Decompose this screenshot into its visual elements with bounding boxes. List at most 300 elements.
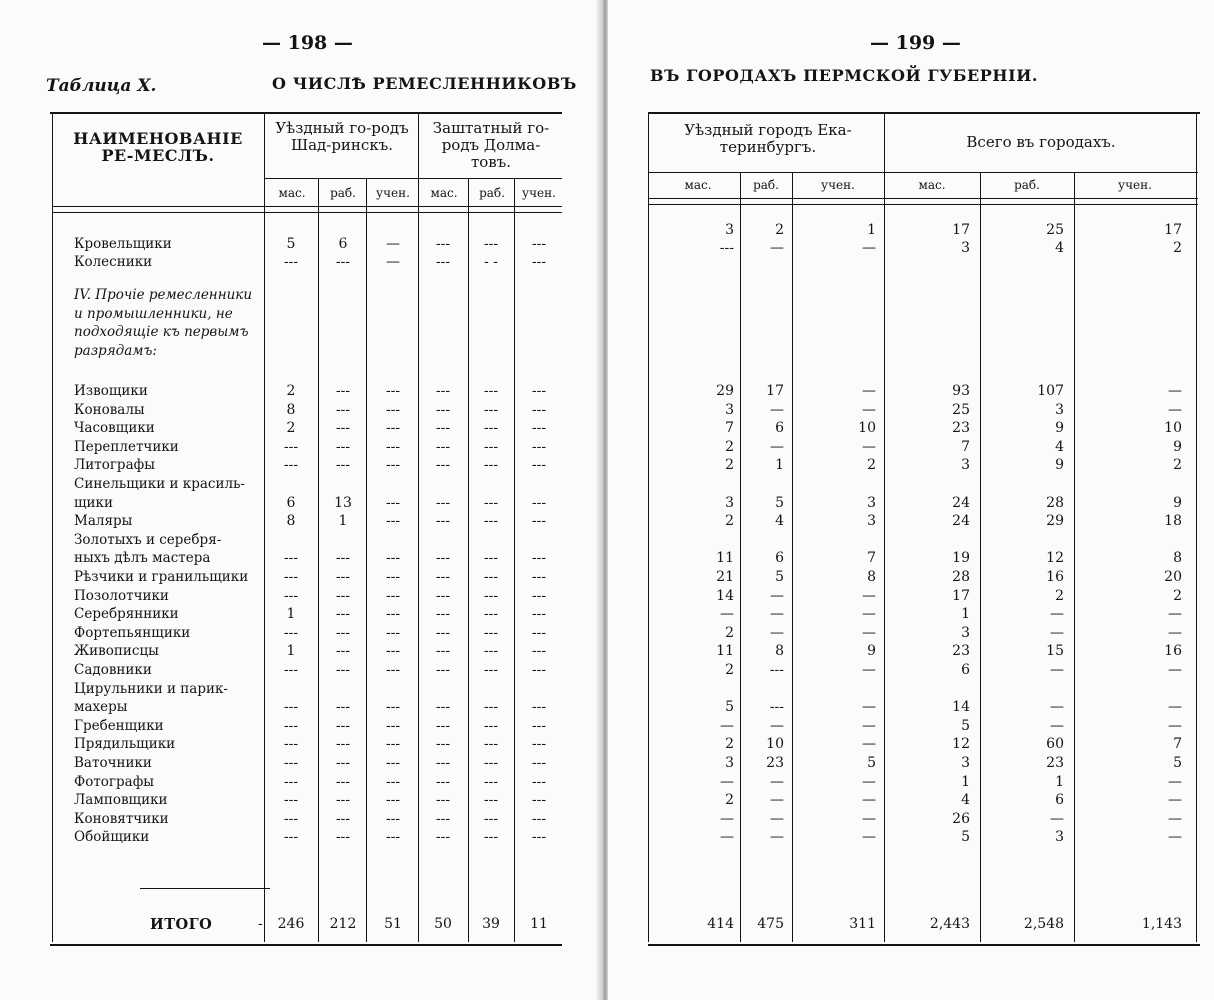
table-cell: 23 [766, 755, 784, 771]
row-label-text: Живописцы [74, 643, 159, 659]
table-cell: 17 [952, 222, 970, 238]
table-cell: — [770, 240, 784, 256]
subheader: мас. [918, 178, 946, 192]
table-cell: 9 [1173, 495, 1182, 511]
table-cell: --- [435, 420, 451, 436]
table-cell: — [1168, 383, 1182, 399]
table-cell: --- [385, 792, 401, 808]
table-cell: — [1168, 662, 1182, 678]
table-cell: 12 [1046, 550, 1064, 566]
table-cell: --- [385, 569, 401, 585]
table-cell: --- [435, 513, 451, 529]
table-cell: --- [335, 699, 351, 715]
table-cell: --- [435, 254, 451, 270]
table-cell: --- [385, 662, 401, 678]
table-cell: --- [483, 383, 499, 399]
table-cell: 24 [952, 513, 970, 529]
table-cell: — [1168, 718, 1182, 734]
table-cell: 6 [338, 236, 348, 252]
table-cell: 2 [1173, 457, 1182, 473]
table-cell: 17 [952, 588, 970, 604]
total-cell: 212 [329, 916, 357, 932]
table-cell: 1 [961, 774, 970, 790]
table-cell: 29 [716, 383, 734, 399]
table-cell: 25 [952, 402, 970, 418]
row-label [74, 792, 264, 808]
table-cell: --- [283, 755, 299, 771]
row-label [74, 383, 264, 399]
table-cell: 5 [867, 755, 876, 771]
table-cell: — [1050, 625, 1064, 641]
table-cell: 15 [1046, 643, 1064, 659]
table-cell: 3 [725, 755, 734, 771]
table-cell: — [720, 829, 734, 845]
table-cell: --- [385, 774, 401, 790]
table-cell: 10 [766, 736, 784, 752]
table-cell: — [770, 792, 784, 808]
table-cell: --- [483, 811, 499, 827]
table-cell: --- [483, 718, 499, 734]
left-page: — 198 — Таблица X. О ЧИСЛѢ РЕМЕСЛЕННИКОВЪ НАИМЕНОВАНІЕ РЕ-МЕСЛЪ. Уѣздный го-родъ Шад-ринскъ. Заштатный го-родъ Долма-товъ. мас. раб. учен. мас. раб. учен. IV. Прочіе ремесленники и промышленники, не подходящіе къ первымъ разрядамъ: Кровельщики 5 6 — --- --- --- Колесники --- --- — --- - - --- Извощики 2 --- --- --- --- --- Коновалы 8 --- --- --- --- --- Часовщики 2 --- --- --- --- --- Переплетчики --- --- --- --- --- --- Литографы --- --- --- --- --- --- Синельщики и красиль- щики 6 13 --- --- --- --- Маляры 8 1 --- --- --- --- Золотыхъ и серебря- ныхъ дѣлъ мастера --- --- --- --- --- --- Рѣзчики и гранильщики --- --- --- --- --- --- Позолотчики --- --- --- --- --- --- Серебрянники 1 --- --- --- --- --- Фортепьянщики --- --- --- --- --- --- Живописцы 1 --- --- --- --- --- Садовники --- --- --- --- --- --- Цирульники и парик- махеры --- --- --- --- --- --- Гребенщики --- --- --- --- --- --- Прядильщики --- --- --- --- --- --- Ваточники --- --- --- --- --- --- Фотографы --- --- --- --- --- --- Ламповщики --- --- --- --- --- --- Коновятчики --- --- --- --- --- --- Обойщики --- --- --- --- --- --- ИТОГО - 246 212 51 50 39 11 [0, 0, 602, 1000]
page-header-right: ВЪ ГОРОДАХЪ ПЕРМСКОЙ ГУБЕРНІИ. [650, 66, 1039, 85]
row-label-text: Серебрянники [74, 606, 179, 622]
table-cell: --- [283, 829, 299, 845]
table-cell: — [862, 606, 876, 622]
table-cell: --- [531, 811, 547, 827]
table-cell: 4 [1055, 439, 1064, 455]
table-cell: — [862, 588, 876, 604]
row-label-text: Синельщики и красиль- [74, 476, 245, 492]
page-header-left: О ЧИСЛѢ РЕМЕСЛЕННИКОВЪ [272, 74, 577, 93]
table-cell: — [770, 829, 784, 845]
table-cell: --- [435, 662, 451, 678]
table-cell: --- [435, 625, 451, 641]
table-cell: --- [335, 643, 351, 659]
row-label-text: щики [74, 495, 113, 511]
table-cell: 3 [725, 222, 734, 238]
table-cell: --- [531, 569, 547, 585]
row-label [74, 236, 264, 252]
table-cell: --- [531, 718, 547, 734]
table-cell: --- [531, 643, 547, 659]
table-cell: — [386, 236, 400, 252]
table-cell: 1 [775, 457, 784, 473]
table-cell: — [862, 774, 876, 790]
table-cell: 7 [1173, 736, 1182, 752]
table-cell: --- [483, 236, 499, 252]
table-cell: --- [483, 606, 499, 622]
table-cell: --- [435, 439, 451, 455]
table-cell: — [720, 606, 734, 622]
table-cell: 9 [867, 643, 876, 659]
table-cell: --- [483, 569, 499, 585]
row-label [74, 774, 264, 790]
row-label-text: Цирульники и парик- [74, 681, 228, 697]
total-cell: 414 [707, 916, 734, 932]
table-cell: — [1050, 606, 1064, 622]
total-cell: 50 [434, 916, 452, 932]
table-cell: --- [385, 718, 401, 734]
table-cell: --- [483, 774, 499, 790]
row-label [74, 513, 264, 529]
row-label-text: Золотыхъ и серебря- [74, 532, 222, 548]
table-cell: — [1050, 699, 1064, 715]
table-cell: — [770, 588, 784, 604]
table-cell: --- [335, 829, 351, 845]
table-cell: --- [283, 811, 299, 827]
table-cell: — [1050, 811, 1064, 827]
total-cell: 11 [530, 916, 548, 932]
table-cell: 6 [775, 550, 784, 566]
subheader: раб. [479, 186, 505, 200]
total-cell: 246 [277, 916, 305, 932]
total-cell: 2,443 [929, 916, 970, 932]
table-cell: — [862, 829, 876, 845]
table-cell: — [720, 811, 734, 827]
col-header-group1: Уѣздный городъ Ека-теринбургъ. [684, 121, 852, 156]
table-cell: --- [435, 718, 451, 734]
table-cell: 21 [716, 569, 734, 585]
table-cell: 93 [952, 383, 970, 399]
table-cell: — [770, 606, 784, 622]
table-cell: --- [483, 643, 499, 659]
subheader: раб. [753, 178, 779, 192]
table-cell: 7 [867, 550, 876, 566]
table-cell: 18 [1164, 513, 1182, 529]
table-cell: 5 [725, 699, 734, 715]
row-label [74, 829, 264, 845]
table-cell: --- [283, 792, 299, 808]
table-cell: 10 [1164, 420, 1182, 436]
total-label: ИТОГО [150, 916, 213, 933]
table-cell: --- [435, 236, 451, 252]
table-cell: 3 [725, 495, 734, 511]
right-page [608, 0, 1214, 1000]
row-label-text: Прядильщики [74, 736, 176, 752]
table-cell: --- [435, 774, 451, 790]
table-cell: 4 [775, 513, 784, 529]
table-cell: 17 [766, 383, 784, 399]
table-cell: --- [531, 402, 547, 418]
row-label-text: Маляры [74, 513, 133, 529]
table-cell: --- [385, 588, 401, 604]
row-label-text: Ламповщики [74, 792, 168, 808]
table-cell: --- [435, 755, 451, 771]
table-cell: --- [531, 513, 547, 529]
subheader: мас. [430, 186, 458, 200]
subheader: раб. [1014, 178, 1040, 192]
table-cell: --- [385, 606, 401, 622]
table-cell: --- [531, 254, 547, 270]
table-cell: 2 [725, 439, 734, 455]
row-label [74, 532, 264, 548]
table-cell: 20 [1164, 569, 1182, 585]
total-cell: 1,143 [1141, 916, 1182, 932]
table-cell: — [1168, 402, 1182, 418]
table-cell: — [862, 792, 876, 808]
table-cell: --- [283, 662, 299, 678]
row-label-text: Коновалы [74, 402, 145, 418]
table-cell: 2 [286, 420, 296, 436]
table-cell: --- [385, 513, 401, 529]
table-cell: 1 [961, 606, 970, 622]
table-cell: 5 [286, 236, 296, 252]
row-label [74, 439, 264, 455]
table-cell: --- [483, 513, 499, 529]
row-label [74, 811, 264, 827]
table-cell: 3 [867, 513, 876, 529]
table-cell: --- [335, 550, 351, 566]
table-cell: 2 [867, 457, 876, 473]
row-label [74, 254, 264, 270]
table-cell: --- [483, 736, 499, 752]
table-cell: --- [435, 550, 451, 566]
table-cell: 5 [961, 829, 970, 845]
table-cell: --- [385, 643, 401, 659]
table-cell: --- [283, 254, 299, 270]
table-cell: 23 [952, 643, 970, 659]
row-label [74, 718, 264, 734]
table-cell: 107 [1037, 383, 1064, 399]
row-label-text: Фотографы [74, 774, 155, 790]
table-cell: --- [531, 383, 547, 399]
table-cell: 24 [952, 495, 970, 511]
table-cell: — [1168, 829, 1182, 845]
table-cell: --- [435, 699, 451, 715]
table-cell: --- [335, 254, 351, 270]
col-header-group1: Уѣздный го-родъ Шад-ринскъ. [275, 119, 409, 154]
table-cell: — [862, 402, 876, 418]
table-cell: --- [335, 606, 351, 622]
table-cell: --- [385, 550, 401, 566]
table-cell: 8 [775, 643, 784, 659]
table-cell: --- [531, 495, 547, 511]
table-cell: 3 [1055, 402, 1064, 418]
table-cell: --- [483, 699, 499, 715]
table-cell: — [770, 774, 784, 790]
table-cell: 7 [725, 420, 734, 436]
table-cell: 14 [716, 588, 734, 604]
table-cell: --- [385, 755, 401, 771]
row-label-text: Ваточники [74, 755, 152, 771]
table-cell: 8 [286, 402, 296, 418]
table-cell: 26 [952, 811, 970, 827]
table-cell: 9 [1055, 457, 1064, 473]
table-cell: 25 [1046, 222, 1064, 238]
table-cell: --- [335, 383, 351, 399]
table-cell: — [862, 811, 876, 827]
table-cell: — [1168, 625, 1182, 641]
row-label [74, 681, 264, 697]
table-cell: --- [283, 457, 299, 473]
table-cell: 3 [1055, 829, 1064, 845]
table-cell: --- [483, 457, 499, 473]
row-label [74, 476, 264, 492]
row-label-text: Коновятчики [74, 811, 169, 827]
table-cell: — [1168, 774, 1182, 790]
subheader: учен. [1118, 178, 1152, 192]
table-cell: 8 [867, 569, 876, 585]
table-cell: --- [435, 829, 451, 845]
table-cell: 6 [286, 495, 296, 511]
table-cell: — [1050, 662, 1064, 678]
table-cell: — [1168, 606, 1182, 622]
table-cell: --- [335, 625, 351, 641]
table-cell: --- [435, 383, 451, 399]
table-cell: 8 [1173, 550, 1182, 566]
table-cell: 2 [775, 222, 784, 238]
row-label [74, 662, 264, 678]
table-cell: --- [385, 439, 401, 455]
table-cell: --- [385, 829, 401, 845]
table-cell: 2 [725, 457, 734, 473]
table-cell: --- [385, 420, 401, 436]
col-header-group2: Заштатный го-родъ Долма-товъ. [432, 119, 550, 171]
total-cell: 311 [849, 916, 876, 932]
table-cell: 2 [286, 383, 296, 399]
table-cell: 10 [858, 420, 876, 436]
table-cell: --- [435, 588, 451, 604]
table-cell: — [1168, 699, 1182, 715]
table-cell: 16 [1164, 643, 1182, 659]
table-cell: 5 [961, 718, 970, 734]
row-label [74, 643, 264, 659]
table-cell: — [862, 699, 876, 715]
subheader: мас. [278, 186, 306, 200]
row-label [74, 588, 264, 604]
table-cell: --- [483, 625, 499, 641]
row-label [74, 755, 264, 771]
table-cell: --- [385, 495, 401, 511]
table-cell: 6 [775, 420, 784, 436]
table-cell: — [770, 439, 784, 455]
table-cell: --- [483, 420, 499, 436]
table-cell: --- [483, 495, 499, 511]
table-cell: --- [283, 625, 299, 641]
table-cell: 17 [1164, 222, 1182, 238]
table-cell: — [862, 662, 876, 678]
table-cell: — [862, 240, 876, 256]
table-cell: 2 [725, 513, 734, 529]
row-label [74, 495, 264, 511]
table-cell: --- [531, 699, 547, 715]
table-cell: 19 [952, 550, 970, 566]
row-label-text: ныхъ дѣлъ мастера [74, 550, 211, 566]
page-number-left: — 198 — [262, 32, 353, 54]
table-cell: --- [435, 736, 451, 752]
table-cell: 2 [1173, 240, 1182, 256]
table-cell: 12 [952, 736, 970, 752]
table-cell: 3 [961, 755, 970, 771]
table-cell: --- [335, 569, 351, 585]
row-label-text: Рѣзчики и гранильщики [74, 569, 249, 585]
table-cell: 5 [775, 569, 784, 585]
table-cell: 13 [334, 495, 352, 511]
table-cell: 4 [1055, 240, 1064, 256]
table-cell: 2 [725, 625, 734, 641]
table-cell: 4 [961, 792, 970, 808]
subheader: раб. [330, 186, 356, 200]
table-cell: 1 [867, 222, 876, 238]
table-cell: 5 [1173, 755, 1182, 771]
row-label-text: махеры [74, 699, 128, 715]
table-cell: --- [283, 699, 299, 715]
table-cell: — [720, 774, 734, 790]
table-cell: --- [719, 240, 734, 256]
table-cell: --- [531, 420, 547, 436]
table-cell: 2 [725, 736, 734, 752]
table-cell: --- [531, 625, 547, 641]
row-label [74, 569, 264, 585]
table-cell: 6 [1055, 792, 1064, 808]
table-cell: --- [283, 569, 299, 585]
table-cell: --- [283, 588, 299, 604]
row-label-text: Литографы [74, 457, 155, 473]
row-label-text: Гребенщики [74, 718, 164, 734]
table-cell: --- [283, 774, 299, 790]
table-cell: — [386, 254, 400, 270]
table-cell: --- [283, 550, 299, 566]
table-cell: --- [531, 829, 547, 845]
table-cell: --- [335, 736, 351, 752]
row-label-text: Колесники [74, 254, 153, 270]
row-label [74, 736, 264, 752]
table-cell: --- [335, 774, 351, 790]
table-cell: --- [531, 755, 547, 771]
table-cell: --- [335, 811, 351, 827]
table-cell: --- [531, 550, 547, 566]
table-cell: 1 [338, 513, 348, 529]
table-cell: 2 [1055, 588, 1064, 604]
table-cell: --- [335, 439, 351, 455]
total-cell: 51 [384, 916, 402, 932]
table-cell: 23 [1046, 755, 1064, 771]
table-cell: --- [435, 643, 451, 659]
table-cell: --- [385, 402, 401, 418]
table-cell: --- [335, 718, 351, 734]
row-label-text: Фортепьянщики [74, 625, 191, 641]
table-cell: --- [385, 457, 401, 473]
table-cell: --- [483, 550, 499, 566]
table-cell: 3 [961, 240, 970, 256]
table-cell: --- [385, 736, 401, 752]
table-cell: --- [335, 755, 351, 771]
row-label [74, 420, 264, 436]
table-cell: --- [483, 829, 499, 845]
table-cell: — [862, 736, 876, 752]
table-cell: --- [531, 606, 547, 622]
row-label-text: Позолотчики [74, 588, 169, 604]
table-cell: 2 [725, 662, 734, 678]
table-cell: --- [531, 588, 547, 604]
table-cell: — [862, 625, 876, 641]
table-cell: 8 [286, 513, 296, 529]
table-cell: — [862, 383, 876, 399]
row-label [74, 625, 264, 641]
table-cell: 7 [961, 439, 970, 455]
table-cell: — [720, 718, 734, 734]
table-cell: 3 [725, 402, 734, 418]
table-cell: — [770, 811, 784, 827]
table-cell: 11 [716, 643, 734, 659]
table-cell: 1 [286, 643, 296, 659]
table-cell: 2 [1173, 588, 1182, 604]
row-label-text: Садовники [74, 662, 152, 678]
table-cell: 6 [961, 662, 970, 678]
table-cell: — [1168, 811, 1182, 827]
row-label [74, 457, 264, 473]
table-cell: — [862, 718, 876, 734]
